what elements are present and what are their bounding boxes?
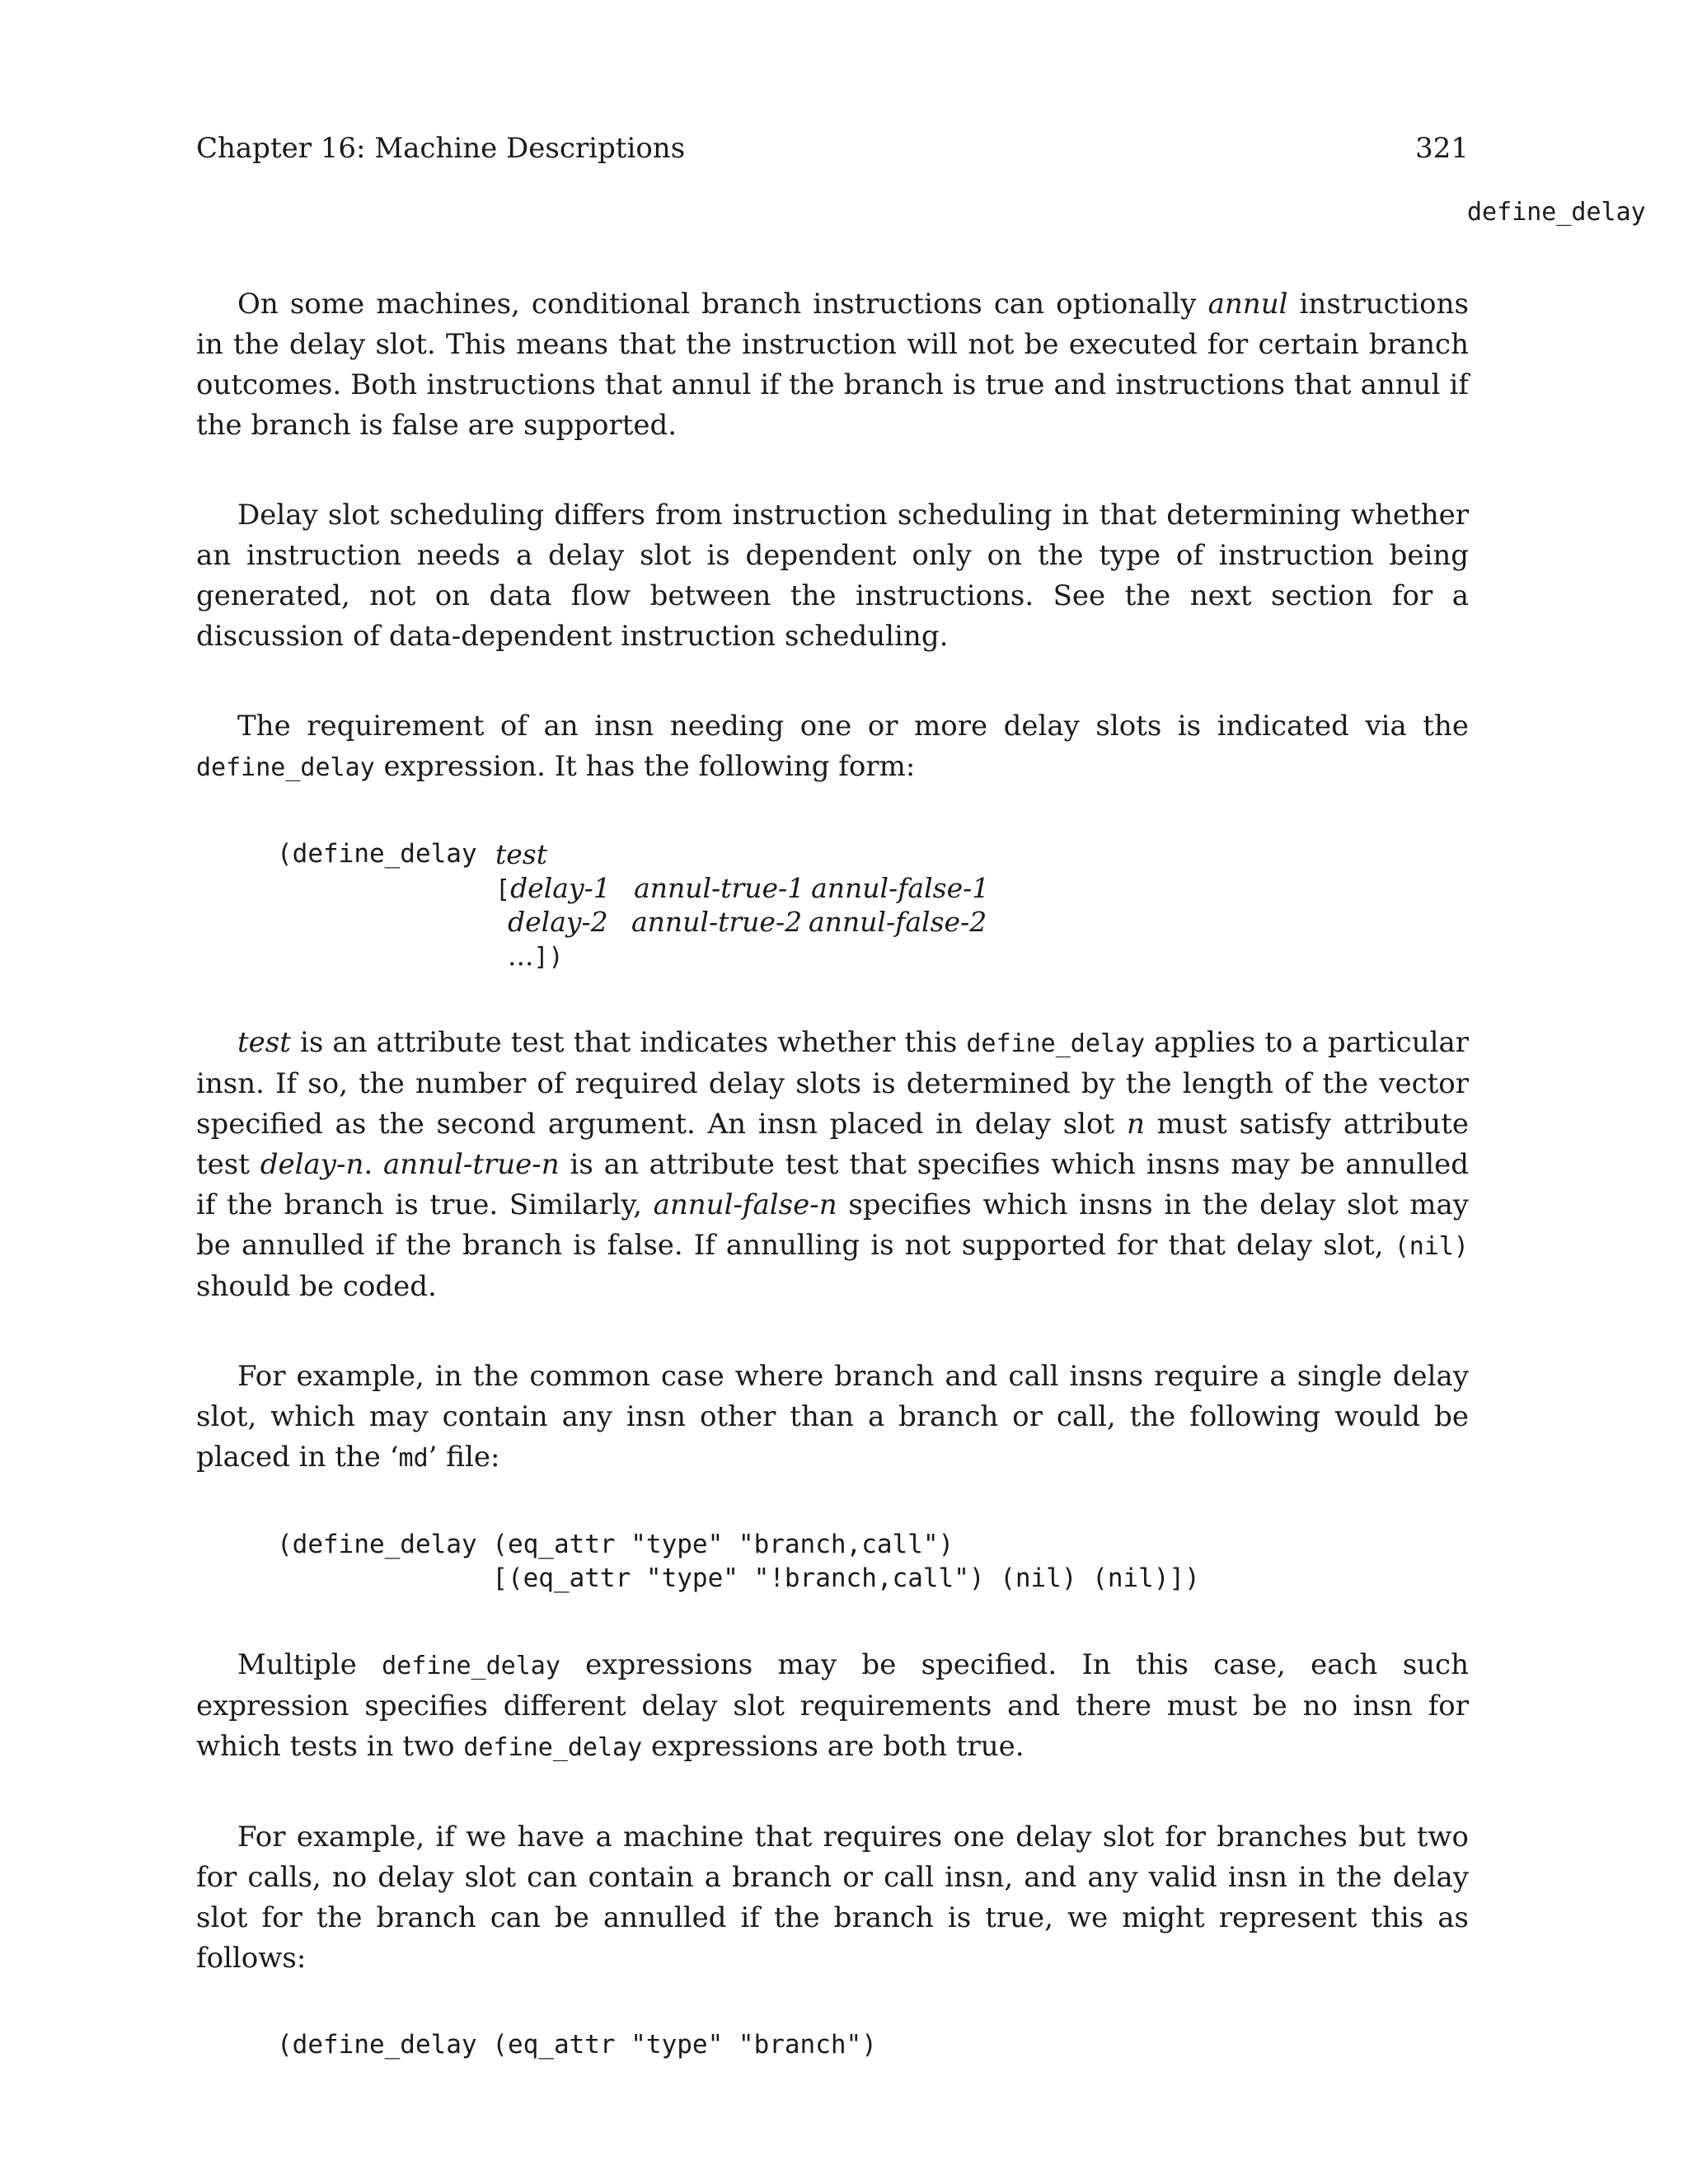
text-run: specifies which insns in the delay slot may be annulled if the branch is false. If annulling is not supported for that delay slot, [196,1188,1469,1262]
define-delay-form [277,837,1469,973]
page-number: 321 [1415,132,1469,165]
term-test: test [237,1026,291,1059]
form-row-1 [495,871,989,907]
form-annul-false-2: annul-false-2 [809,906,987,938]
paragraph-multiple-define-delay [196,1645,1469,1768]
form-delay-1: delay-1 [510,872,611,904]
term-n: n [1126,1108,1145,1141]
code-define-delay: define_delay [463,1733,643,1762]
text-run: Multiple [237,1648,382,1681]
text-run: The requirement of an insn needing one or more delay slots is indicated via the [237,710,1469,743]
form-ellipsis: ... [508,940,534,972]
paragraph-delay-slot-scheduling: Delay slot scheduling differs from instruction scheduling in that determining whether an instruction needs a delay slot is dependent only on the type of instruction being generated, not on data flow between the instructions. See the next section for a discussion of data-dependent instruction scheduling. [196,499,1469,653]
text-run: applies to a particular insn. If so, the number of required delay slots is determined by the length of the vector specified as the second argument. An insn placed in delay slot [196,1026,1469,1141]
text-run: expression. It has the following form: [374,750,916,783]
code-define-delay: define_delay [382,1652,560,1680]
code-define-delay: define_delay [966,1029,1146,1058]
emphasis-annul: annul [1207,288,1288,321]
form-annul-true-1: annul-true-1 [634,872,805,904]
form-test: test [495,838,547,870]
text-run: should be coded. [196,1270,437,1303]
form-row-2 [508,905,987,939]
code-example-branch-call: (define_delay (eq_attr "type" "branch,call") [(eq_attr "type" "!branch,call") (nil) (nil)]) [277,1530,1200,1593]
form-close: ]) [533,943,564,972]
text-run: instructions in the delay slot. This means that the instruction will not be executed for certain branch outcomes. Both instructions that annul if the branch is true and instructions that annul if the branch is false are supported. [196,288,1469,442]
text-run: expressions may be specified. In this case, each such expression specifies different delay slot requirements and there must be no insn for which tests in two [196,1648,1470,1763]
form-delay-2: delay-2 [508,906,608,938]
term-annul-true-n: annul-true-n [383,1148,560,1181]
paragraph-test-explanation [196,1023,1469,1307]
paragraph-annul [196,284,1469,446]
form-row-3 [508,939,564,974]
term-delay-n: delay-n [260,1148,364,1181]
page-body [196,284,1469,2111]
text-run: is an attribute test that specifies which insns may be annulled if the branch is true. Similarly, [196,1148,1469,1221]
paragraph-branches-calls-example: For example, if we have a machine that requires one delay slot for branches but two for calls, no delay slot can contain a branch or call insn, and any valid insn in the delay slot for the branch can be annulled if the branch is true, we might represent this as follows: [196,1821,1469,1975]
text-run: On some machines, conditional branch instructions can optionally [237,288,1208,321]
text-run: . [363,1148,384,1181]
form-keyword: (define_delay [277,839,477,869]
running-header [196,132,1469,165]
text-run: is an attribute test that indicates whether this [290,1026,967,1059]
code-example-branch: (define_delay (eq_attr "type" "branch") [277,2030,877,2060]
margin-index-entry: define_delay [1467,198,1646,227]
text-run: must satisfy attribute test [196,1108,1469,1181]
chapter-title: Chapter 16: Machine Descriptions [196,132,686,165]
form-annul-true-2: annul-true-2 [631,906,803,938]
text-run: expressions are both true. [642,1730,1025,1763]
paragraph-define-delay-intro [196,706,1469,788]
term-annul-false-n: annul-false-n [653,1188,837,1221]
paragraph-common-case-example [196,1357,1469,1479]
form-open-bracket: [ [495,875,511,904]
code-nil: (nil) [1394,1232,1469,1261]
code-md: md [398,1444,429,1473]
text-run: ’ file: [428,1441,500,1474]
form-annul-false-1: annul-false-1 [811,872,990,904]
text-run: For example, in the common case where branch and call insns require a single delay slot, which may contain any insn other than a branch or call, the following would be placed in the ‘ [196,1360,1469,1474]
code-define-delay: define_delay [196,753,375,782]
